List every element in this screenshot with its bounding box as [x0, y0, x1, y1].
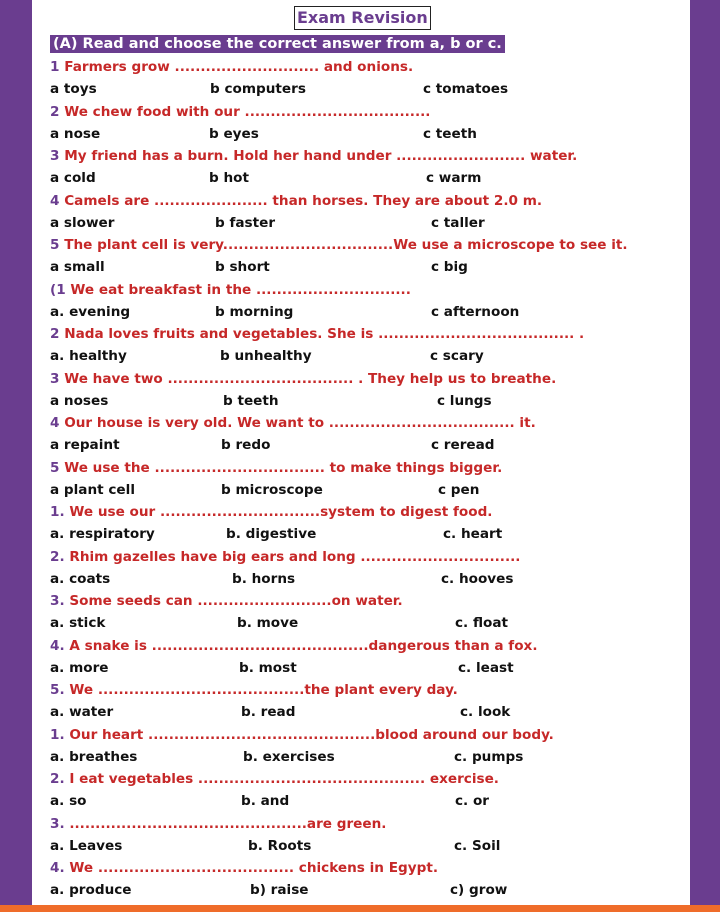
options-row-16: [50, 746, 670, 768]
option-b[interactable]: b eyes: [209, 125, 259, 142]
question-text: The plant cell is very.................................We use a microscope to see it.: [64, 237, 628, 253]
question-5: [50, 234, 670, 256]
question-number: 1: [50, 59, 60, 75]
question-text: Our heart ............................................blood around our body.: [69, 726, 554, 743]
question-number: 3: [50, 148, 60, 164]
options-row-10: [50, 479, 670, 501]
options-row-14: [50, 657, 670, 679]
page-title: Exam Revision: [294, 6, 431, 30]
option-c[interactable]: c. or: [455, 793, 489, 810]
option-a[interactable]: a. healthy: [50, 348, 127, 365]
question-8: [50, 368, 670, 390]
question-text: I eat vegetables ............................................ exercise.: [69, 771, 499, 787]
question-2: [50, 101, 670, 123]
option-c[interactable]: c teeth: [423, 125, 477, 142]
option-c[interactable]: c scary: [430, 348, 484, 365]
option-a[interactable]: a. more: [50, 659, 109, 676]
question-number: 3: [50, 370, 60, 387]
option-b[interactable]: b teeth: [223, 392, 279, 409]
question-text: Farmers grow ............................ and onions.: [64, 59, 414, 75]
option-c[interactable]: c. Soil: [454, 837, 501, 854]
options-row-6: [50, 301, 670, 323]
question-text: Our house is very old. We want to .................................... it.: [64, 415, 536, 431]
question-list: [50, 56, 670, 902]
option-b[interactable]: b. move: [237, 615, 299, 632]
option-a[interactable]: a. evening: [50, 303, 131, 320]
question-text: We eat breakfast in the ..............................: [70, 281, 411, 298]
option-a[interactable]: a plant cell: [50, 481, 135, 498]
option-a[interactable]: a repaint: [50, 437, 120, 454]
question-17: [50, 768, 670, 790]
options-row-8: [50, 390, 670, 412]
option-c[interactable]: c. heart: [443, 526, 503, 543]
option-a[interactable]: a. breathes: [50, 748, 138, 765]
options-row-17: [50, 790, 670, 812]
question-3: [50, 145, 670, 167]
question-number: 1.: [50, 504, 65, 520]
option-c[interactable]: c reread: [431, 437, 495, 454]
option-c[interactable]: c taller: [431, 214, 485, 231]
question-18: [50, 813, 670, 835]
question-12: [50, 546, 670, 568]
options-row-1: [50, 78, 670, 100]
question-number: 2: [50, 326, 60, 342]
options-row-11: [50, 523, 670, 545]
question-number: 5: [50, 459, 60, 476]
worksheet-page: [32, 0, 690, 905]
question-9: [50, 412, 670, 434]
option-b[interactable]: b computers: [210, 81, 306, 98]
question-number: 4: [50, 415, 60, 431]
question-number: 5: [50, 237, 60, 253]
option-a[interactable]: a. produce: [50, 882, 132, 899]
question-number: 3.: [50, 593, 65, 609]
question-number: 1.: [50, 726, 65, 743]
options-row-18: [50, 835, 670, 857]
question-15: [50, 679, 670, 701]
option-a[interactable]: a. Leaves: [50, 837, 123, 854]
option-c[interactable]: c. least: [458, 659, 514, 676]
option-b[interactable]: b. horns: [232, 570, 296, 587]
question-text: We have two .................................... . They help us to breathe.: [64, 370, 557, 387]
option-b[interactable]: b. most: [239, 659, 297, 676]
options-row-13: [50, 612, 670, 634]
option-c[interactable]: c pen: [438, 481, 480, 498]
option-c[interactable]: c) grow: [450, 882, 508, 899]
question-text: We ........................................the plant every day.: [69, 682, 458, 698]
question-number: 2.: [50, 548, 65, 565]
option-c[interactable]: c. look: [460, 704, 511, 721]
options-row-19: [50, 879, 670, 901]
option-c[interactable]: c afternoon: [431, 303, 520, 320]
options-row-5: [50, 256, 670, 278]
question-text: Nada loves fruits and vegetables. She is ...................................... .: [64, 326, 585, 342]
question-number: 4.: [50, 637, 65, 654]
question-text: Rhim gazelles have big ears and long ...............................: [69, 548, 521, 565]
option-c[interactable]: c tomatoes: [423, 81, 509, 98]
question-text: We use the ................................. to make things bigger.: [64, 459, 503, 476]
options-row-7: [50, 345, 670, 367]
question-19: [50, 857, 670, 879]
options-row-15: [50, 701, 670, 723]
question-number: 5.: [50, 682, 65, 698]
option-b[interactable]: b redo: [221, 437, 271, 454]
options-row-3: [50, 167, 670, 189]
question-number: 4.: [50, 860, 65, 876]
options-row-2: [50, 123, 670, 145]
option-b[interactable]: b unhealthy: [220, 348, 312, 365]
option-a[interactable]: a. coats: [50, 570, 111, 587]
options-row-12: [50, 568, 670, 590]
option-b[interactable]: b faster: [215, 214, 276, 231]
option-a[interactable]: a cold: [50, 170, 96, 187]
option-b[interactable]: b microscope: [221, 481, 323, 498]
option-a[interactable]: a small: [50, 259, 105, 276]
question-14: [50, 635, 670, 657]
option-c[interactable]: c lungs: [437, 392, 492, 409]
question-text: A snake is ..........................................dangerous than a fox.: [69, 637, 538, 654]
question-text: We use our ...............................system to digest food.: [69, 504, 493, 520]
option-a[interactable]: a. so: [50, 793, 87, 810]
options-row-4: [50, 212, 670, 234]
question-6: [50, 279, 670, 301]
option-c[interactable]: c. hooves: [441, 570, 514, 587]
option-a[interactable]: a slower: [50, 214, 115, 231]
option-a[interactable]: a. stick: [50, 615, 106, 632]
question-text: Some seeds can ..........................on water.: [69, 593, 403, 609]
question-16: [50, 724, 670, 746]
question-text: We chew food with our ....................................: [64, 103, 431, 120]
option-c[interactable]: c warm: [426, 170, 482, 187]
option-b[interactable]: b short: [215, 259, 270, 276]
question-number: 2: [50, 103, 60, 120]
question-number: 4: [50, 192, 60, 209]
option-b[interactable]: b) raise: [250, 882, 309, 899]
question-10: [50, 457, 670, 479]
option-a[interactable]: a noses: [50, 392, 109, 409]
question-1: [50, 56, 670, 78]
options-row-9: [50, 434, 670, 456]
option-a[interactable]: a. respiratory: [50, 526, 155, 543]
option-a[interactable]: a nose: [50, 125, 101, 142]
question-number: 2.: [50, 771, 65, 787]
question-text: ..............................................are green.: [69, 815, 387, 832]
option-b[interactable]: b. exercises: [243, 748, 335, 765]
bottom-accent-bar: [0, 905, 720, 912]
question-11: [50, 501, 670, 523]
question-text: My friend has a burn. Hold her hand under ......................... water.: [64, 148, 578, 164]
option-c[interactable]: c big: [431, 259, 468, 276]
option-c[interactable]: c. pumps: [454, 748, 524, 765]
question-text: Camels are ...................... than horses. They are about 2.0 m.: [64, 192, 543, 209]
option-b[interactable]: b. and: [241, 793, 290, 810]
option-b[interactable]: b morning: [215, 303, 294, 320]
question-7: [50, 323, 670, 345]
question-text: We ...................................... chickens in Egypt.: [69, 860, 438, 876]
option-a[interactable]: a toys: [50, 81, 97, 98]
question-number: 3.: [50, 815, 65, 832]
instruction-banner: (A) Read and choose the correct answer from a, b or c.: [50, 35, 505, 53]
question-number: (1: [50, 281, 66, 298]
option-b[interactable]: b. digestive: [226, 526, 317, 543]
option-b[interactable]: b hot: [209, 170, 249, 187]
option-c[interactable]: c. float: [455, 615, 509, 632]
option-b[interactable]: b. Roots: [248, 837, 312, 854]
question-4: [50, 190, 670, 212]
option-a[interactable]: a. water: [50, 704, 114, 721]
question-13: [50, 590, 670, 612]
option-b[interactable]: b. read: [241, 704, 296, 721]
